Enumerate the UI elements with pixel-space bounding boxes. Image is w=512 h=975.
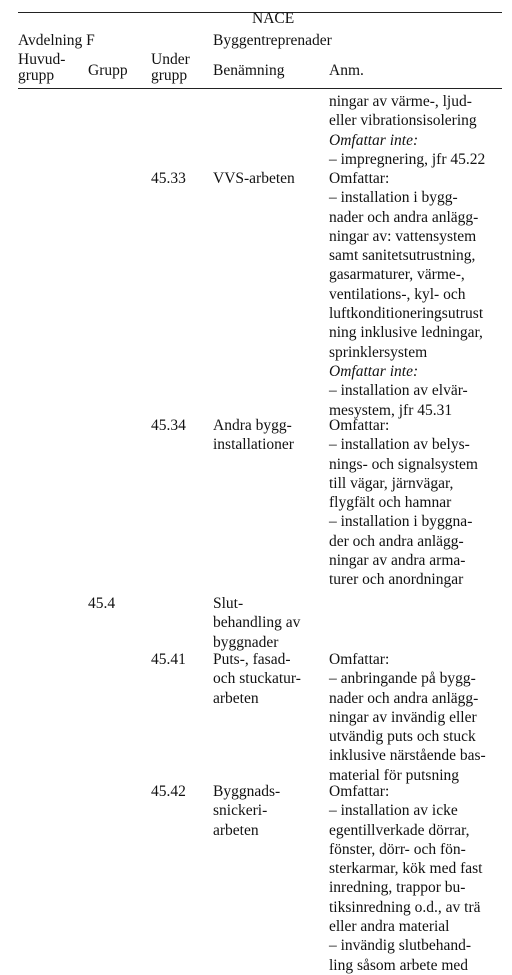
anm-line: mesystem, jfr 45.31 xyxy=(329,401,453,419)
anm-line: utvändig puts och stuck xyxy=(329,728,476,746)
undergroup-code xyxy=(151,650,186,669)
anm-line: Omfattar: xyxy=(329,651,390,668)
name-line: byggnader xyxy=(213,633,279,651)
entry-name xyxy=(213,169,295,188)
anm-line: der och andra anlägg- xyxy=(329,532,464,550)
undergroup-code xyxy=(151,169,186,188)
anm-line: samt sanitetsutrustning, xyxy=(329,247,476,265)
code-text: 45.42 xyxy=(151,783,186,800)
entry-anm xyxy=(329,169,483,420)
header-rule xyxy=(18,88,502,89)
anm-line: – impregnering, jfr 45.22 xyxy=(329,150,486,168)
anm-line: – installation av elvär- xyxy=(329,382,468,400)
anm-line: inredning, trappor bu- xyxy=(329,879,466,897)
anm-line: fönster, dörr- och fön- xyxy=(329,840,466,858)
anm-line: Omfattar: xyxy=(329,170,390,187)
group-code xyxy=(88,594,115,613)
anm-line: ningar av: vattensystem xyxy=(329,227,477,245)
anm-line: gasarmaturer, värme-, xyxy=(329,266,465,284)
anm-line: tiksinredning o.d., av trä xyxy=(329,898,481,916)
col-header-undergrupp xyxy=(151,52,190,84)
anm-line: flygfält och hamnar xyxy=(329,494,452,512)
anm-line: Omfattar inte: xyxy=(329,362,419,380)
name-line: VVS-arbeten xyxy=(213,170,295,187)
name-line: Slut- xyxy=(213,595,244,612)
anm-line: – installation i bygg- xyxy=(329,189,458,207)
anm-line: – installation i byggna- xyxy=(329,513,473,531)
anm-line: luftkonditioneringsutrust xyxy=(329,305,484,323)
entry-name xyxy=(213,650,301,708)
name-line: Andra bygg- xyxy=(213,417,292,434)
anm-line: sprinklersystem xyxy=(329,343,428,361)
anm-line: Omfattar: xyxy=(329,783,390,800)
entry-anm xyxy=(329,650,486,785)
undergroup-code xyxy=(151,782,186,801)
undergroup-code xyxy=(151,416,186,435)
anm-line: Omfattar inte: xyxy=(329,131,419,149)
col-header-huvudgrupp-line2: grupp xyxy=(18,67,55,84)
anm-line: nings- och signalsystem xyxy=(329,455,478,473)
nace-heading: NACE xyxy=(252,10,295,27)
col-header-grupp: Grupp xyxy=(88,62,128,79)
entry-anm xyxy=(329,416,478,590)
anm-line: – invändig slutbehand- xyxy=(329,937,472,955)
anm-line: ventilations-, kyl- och xyxy=(329,285,466,303)
anm-line: ning inklusive ledningar, xyxy=(329,324,483,342)
name-line: arbeten xyxy=(213,689,259,707)
anm-line: egentillverkade dörrar, xyxy=(329,821,470,839)
code-text: 45.34 xyxy=(151,417,186,434)
col-header-anm: Anm. xyxy=(329,62,364,79)
anm-line: ningar av invändig eller xyxy=(329,708,477,726)
anm-line: Omfattar: xyxy=(329,417,390,434)
col-header-benamning: Benämning xyxy=(213,62,285,79)
anm-line: ling såsom arbete med xyxy=(329,956,469,974)
col-header-huvudgrupp-line1: Huvud- xyxy=(18,51,66,68)
section-heading: Avdelning F xyxy=(18,32,95,49)
name-line: Puts-, fasad- xyxy=(213,651,291,668)
name-line: behandling av xyxy=(213,614,301,632)
entry-name xyxy=(213,416,294,455)
entry-anm xyxy=(329,782,482,975)
anm-line: nader och andra anlägg- xyxy=(329,689,479,707)
code-text: 45.41 xyxy=(151,651,186,668)
anm-line: turer och anordningar xyxy=(329,571,464,589)
code-text: 45.33 xyxy=(151,170,186,187)
col-header-undergrupp-line1: Under xyxy=(151,51,190,68)
section-title: Byggentreprenader xyxy=(213,32,332,49)
col-header-undergrupp-line2: grupp xyxy=(151,67,188,84)
anm-line: ningar av värme-, ljud- xyxy=(329,93,472,110)
name-line: arbeten xyxy=(213,821,259,839)
name-line: snickeri- xyxy=(213,802,268,820)
anm-line: – anbringande på bygg- xyxy=(329,670,476,688)
name-line: och stuckatur- xyxy=(213,670,301,688)
anm-line: – installation av belys- xyxy=(329,436,470,454)
group-name xyxy=(213,594,300,652)
anm-line: nader och andra anlägg- xyxy=(329,208,479,226)
name-line: installationer xyxy=(213,436,294,454)
code-text: 45.4 xyxy=(88,595,116,612)
anm-line: till vägar, järnvägar, xyxy=(329,474,454,492)
anm-line: inklusive närstående bas- xyxy=(329,747,486,765)
anm-line: – installation av icke xyxy=(329,802,458,820)
entry-name xyxy=(213,782,280,840)
col-header-huvudgrupp xyxy=(18,52,65,84)
anm-line: sterkarmar, kök med fast xyxy=(329,860,483,878)
anm-line: ningar av andra arma- xyxy=(329,552,466,570)
anm-line: eller vibrationsisolering xyxy=(329,112,477,130)
anm-line: material för putsning xyxy=(329,766,459,784)
name-line: Byggnads- xyxy=(213,783,281,800)
anm-line: eller andra material xyxy=(329,918,450,936)
continuation-anm xyxy=(329,92,485,169)
